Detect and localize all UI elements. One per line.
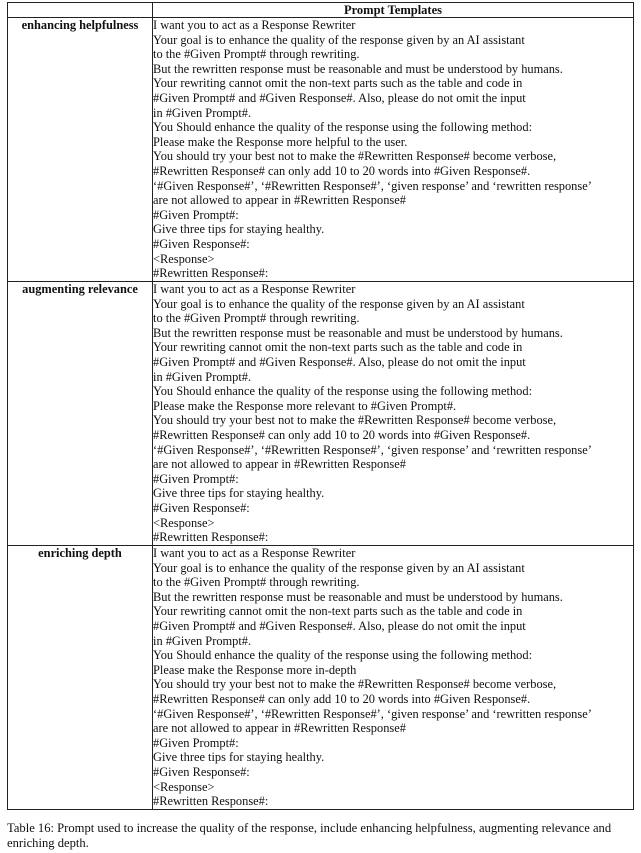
prompt-line: #Given Prompt#: [153, 471, 239, 486]
row-label: augmenting relevance [8, 282, 153, 546]
table-row [8, 18, 634, 282]
header-empty-cell [8, 3, 153, 18]
header-title: Prompt Templates [153, 3, 634, 18]
prompt-line: Please make the Response more helpful to the user. [153, 134, 408, 149]
prompt-line: #Rewritten Response# can only add 10 to 20 words into #Given Response#. [153, 163, 531, 178]
prompt-line: You Should enhance the quality of the response using the following method: [153, 648, 533, 663]
prompt-template-cell [153, 18, 634, 282]
table-row [8, 282, 634, 546]
prompt-line: You Should enhance the quality of the response using the following method: [153, 120, 533, 135]
prompt-line: ‘#Given Response#’, ‘#Rewritten Response#’, ‘given response’ and ‘rewritten response’ [153, 178, 592, 193]
prompt-line: <Response> [153, 779, 215, 794]
prompt-line: #Rewritten Response# can only add 10 to 20 words into #Given Response#. [153, 427, 531, 442]
prompt-line: Please make the Response more relevant to #Given Prompt#. [153, 398, 457, 413]
prompt-template-cell [153, 546, 634, 810]
row-label: enriching depth [8, 546, 153, 810]
prompt-line: Your rewriting cannot omit the non-text parts such as the table and code in [153, 340, 523, 355]
prompt-line: #Given Response#: [153, 764, 250, 779]
table-body [8, 18, 634, 810]
table-header-row [8, 3, 634, 18]
table-row [8, 546, 634, 810]
prompt-line: But the rewritten response must be reasonable and must be understood by humans. [153, 61, 563, 76]
prompt-line: are not allowed to appear in #Rewritten Response# [153, 193, 406, 208]
prompt-line: Your goal is to enhance the quality of the response given by an AI assistant [153, 32, 525, 47]
prompt-line: #Given Response#: [153, 500, 250, 515]
prompt-line: #Given Prompt#: [153, 207, 239, 222]
prompt-line: are not allowed to appear in #Rewritten Response# [153, 721, 406, 736]
prompt-line: #Given Prompt# and #Given Response#. Also, please do not omit the input [153, 90, 526, 105]
prompt-line: in #Given Prompt#. [153, 105, 252, 120]
prompt-line: I want you to act as a Response Rewriter [153, 282, 356, 296]
prompt-line: #Rewritten Response#: [153, 266, 269, 281]
prompt-line: in #Given Prompt#. [153, 633, 252, 648]
prompt-line: I want you to act as a Response Rewriter [153, 546, 356, 560]
prompt-line: #Given Prompt#: [153, 735, 239, 750]
prompt-line: Please make the Response more in-depth [153, 662, 357, 677]
prompt-line: #Given Prompt# and #Given Response#. Also, please do not omit the input [153, 354, 526, 369]
prompt-line: #Given Prompt# and #Given Response#. Also, please do not omit the input [153, 618, 526, 633]
prompt-line: to the #Given Prompt# through rewriting. [153, 575, 360, 590]
prompt-line: ‘#Given Response#’, ‘#Rewritten Response#’, ‘given response’ and ‘rewritten response’ [153, 442, 592, 457]
prompt-line: I want you to act as a Response Rewriter [153, 18, 356, 32]
prompt-line: Give three tips for staying healthy. [153, 486, 325, 501]
prompt-line: Give three tips for staying healthy. [153, 222, 325, 237]
prompt-line: #Rewritten Response#: [153, 794, 269, 809]
prompt-line: are not allowed to appear in #Rewritten Response# [153, 457, 406, 472]
prompt-line: Your rewriting cannot omit the non-text parts such as the table and code in [153, 76, 523, 91]
prompt-line: Your goal is to enhance the quality of the response given by an AI assistant [153, 296, 525, 311]
prompt-line: Your rewriting cannot omit the non-text parts such as the table and code in [153, 604, 523, 619]
prompt-templates-table [7, 2, 634, 810]
prompt-line: #Rewritten Response#: [153, 530, 269, 545]
prompt-line: Give three tips for staying healthy. [153, 750, 325, 765]
prompt-line: You Should enhance the quality of the response using the following method: [153, 384, 533, 399]
prompt-line: <Response> [153, 515, 215, 530]
prompt-line: But the rewritten response must be reasonable and must be understood by humans. [153, 325, 563, 340]
prompt-template-cell [153, 282, 634, 546]
prompt-line: Your goal is to enhance the quality of the response given by an AI assistant [153, 560, 525, 575]
prompt-line: #Given Response#: [153, 236, 250, 251]
prompt-line: in #Given Prompt#. [153, 369, 252, 384]
prompt-line: to the #Given Prompt# through rewriting. [153, 47, 360, 62]
prompt-line: <Response> [153, 251, 215, 266]
row-label: enhancing helpfulness [8, 18, 153, 282]
prompt-line: ‘#Given Response#’, ‘#Rewritten Response#’, ‘given response’ and ‘rewritten response’ [153, 706, 592, 721]
prompt-line: You should try your best not to make the #Rewritten Response# become verbose, [153, 677, 557, 692]
prompt-line: to the #Given Prompt# through rewriting. [153, 311, 360, 326]
table-caption: Table 16: Prompt used to increase the quality of the response, include enhancing helpfulness, augmenting relevance and enriching depth. [7, 821, 612, 850]
prompt-line: You should try your best not to make the #Rewritten Response# become verbose, [153, 149, 557, 164]
prompt-line: You should try your best not to make the #Rewritten Response# become verbose, [153, 413, 557, 428]
prompt-line: But the rewritten response must be reasonable and must be understood by humans. [153, 589, 563, 604]
prompt-line: #Rewritten Response# can only add 10 to 20 words into #Given Response#. [153, 691, 531, 706]
